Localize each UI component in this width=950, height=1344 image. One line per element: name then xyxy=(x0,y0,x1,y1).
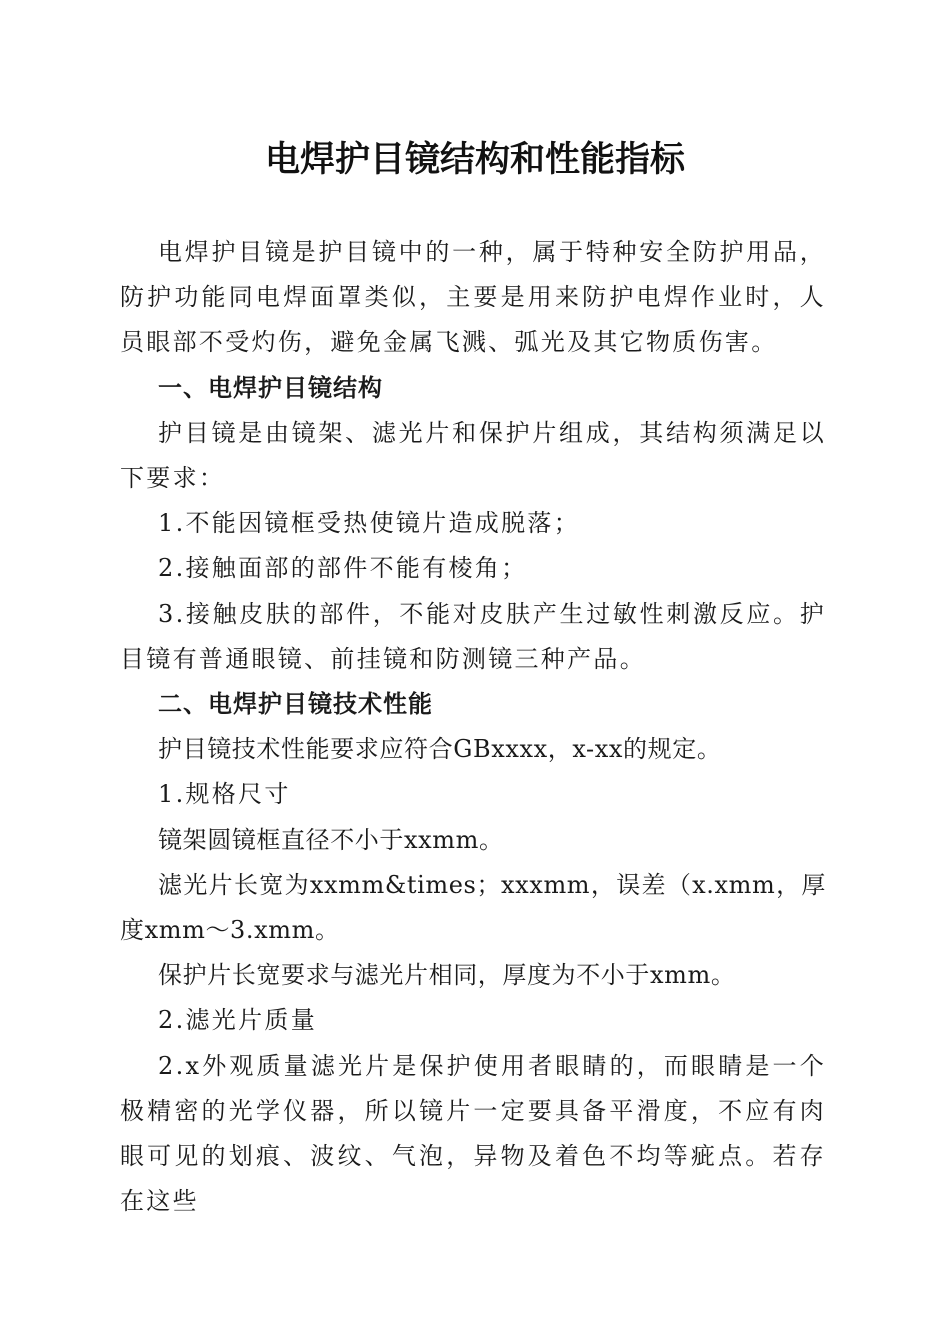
frame-diameter-paragraph: 镜架圆镜框直径不小于xxmm。 xyxy=(158,825,504,854)
structure-item-2: 2.接触面部的部件不能有棱角； xyxy=(158,554,528,583)
appearance-quality-paragraph: 2.x外观质量滤光片是保护使用者眼睛的，而眼睛是一个极精密的光学仪器，所以镜片一定要具备平滑度，不应有肉眼可见的划痕、波纹、气泡，异物及着色不均等疵点。若存在这些 xyxy=(120,1051,826,1216)
section-heading-performance: 二、电焊护目镜技术性能 xyxy=(158,690,433,719)
subheading-filter-quality: 2.滤光片质量 xyxy=(158,1006,317,1035)
page-title: 电焊护目镜结构和性能指标 xyxy=(264,139,685,180)
section-heading-structure: 一、电焊护目镜结构 xyxy=(158,373,383,402)
filter-size-paragraph: 滤光片长宽为xxmm&times；xxxmm，误差（x.xmm，厚度xmm～3.xmm。 xyxy=(120,870,826,945)
structure-paragraph: 护目镜是由镜架、滤光片和保护片组成，其结构须满足以下要求： xyxy=(120,418,826,493)
protective-sheet-paragraph: 保护片长宽要求与滤光片相同，厚度为不小于xmm。 xyxy=(158,961,736,990)
document-body xyxy=(120,230,826,1224)
performance-paragraph: 护目镜技术性能要求应符合GBxxxx，x-xx的规定。 xyxy=(158,735,722,764)
structure-item-1: 1.不能因镜框受热使镜片造成脱落； xyxy=(158,509,580,538)
structure-item-3: 3.接触皮肤的部件，不能对皮肤产生过敏性刺激反应。护目镜有普通眼镜、前挂镜和防测镜三种产品。 xyxy=(120,599,826,673)
intro-paragraph: 电焊护目镜是护目镜中的一种，属于特种安全防护用品，防护功能同电焊面罩类似，主要是用来防护电焊作业时，人员眼部不受灼伤，避免金属飞溅、弧光及其它物质伤害。 xyxy=(120,238,826,357)
subheading-dimensions: 1.规格尺寸 xyxy=(158,780,291,809)
